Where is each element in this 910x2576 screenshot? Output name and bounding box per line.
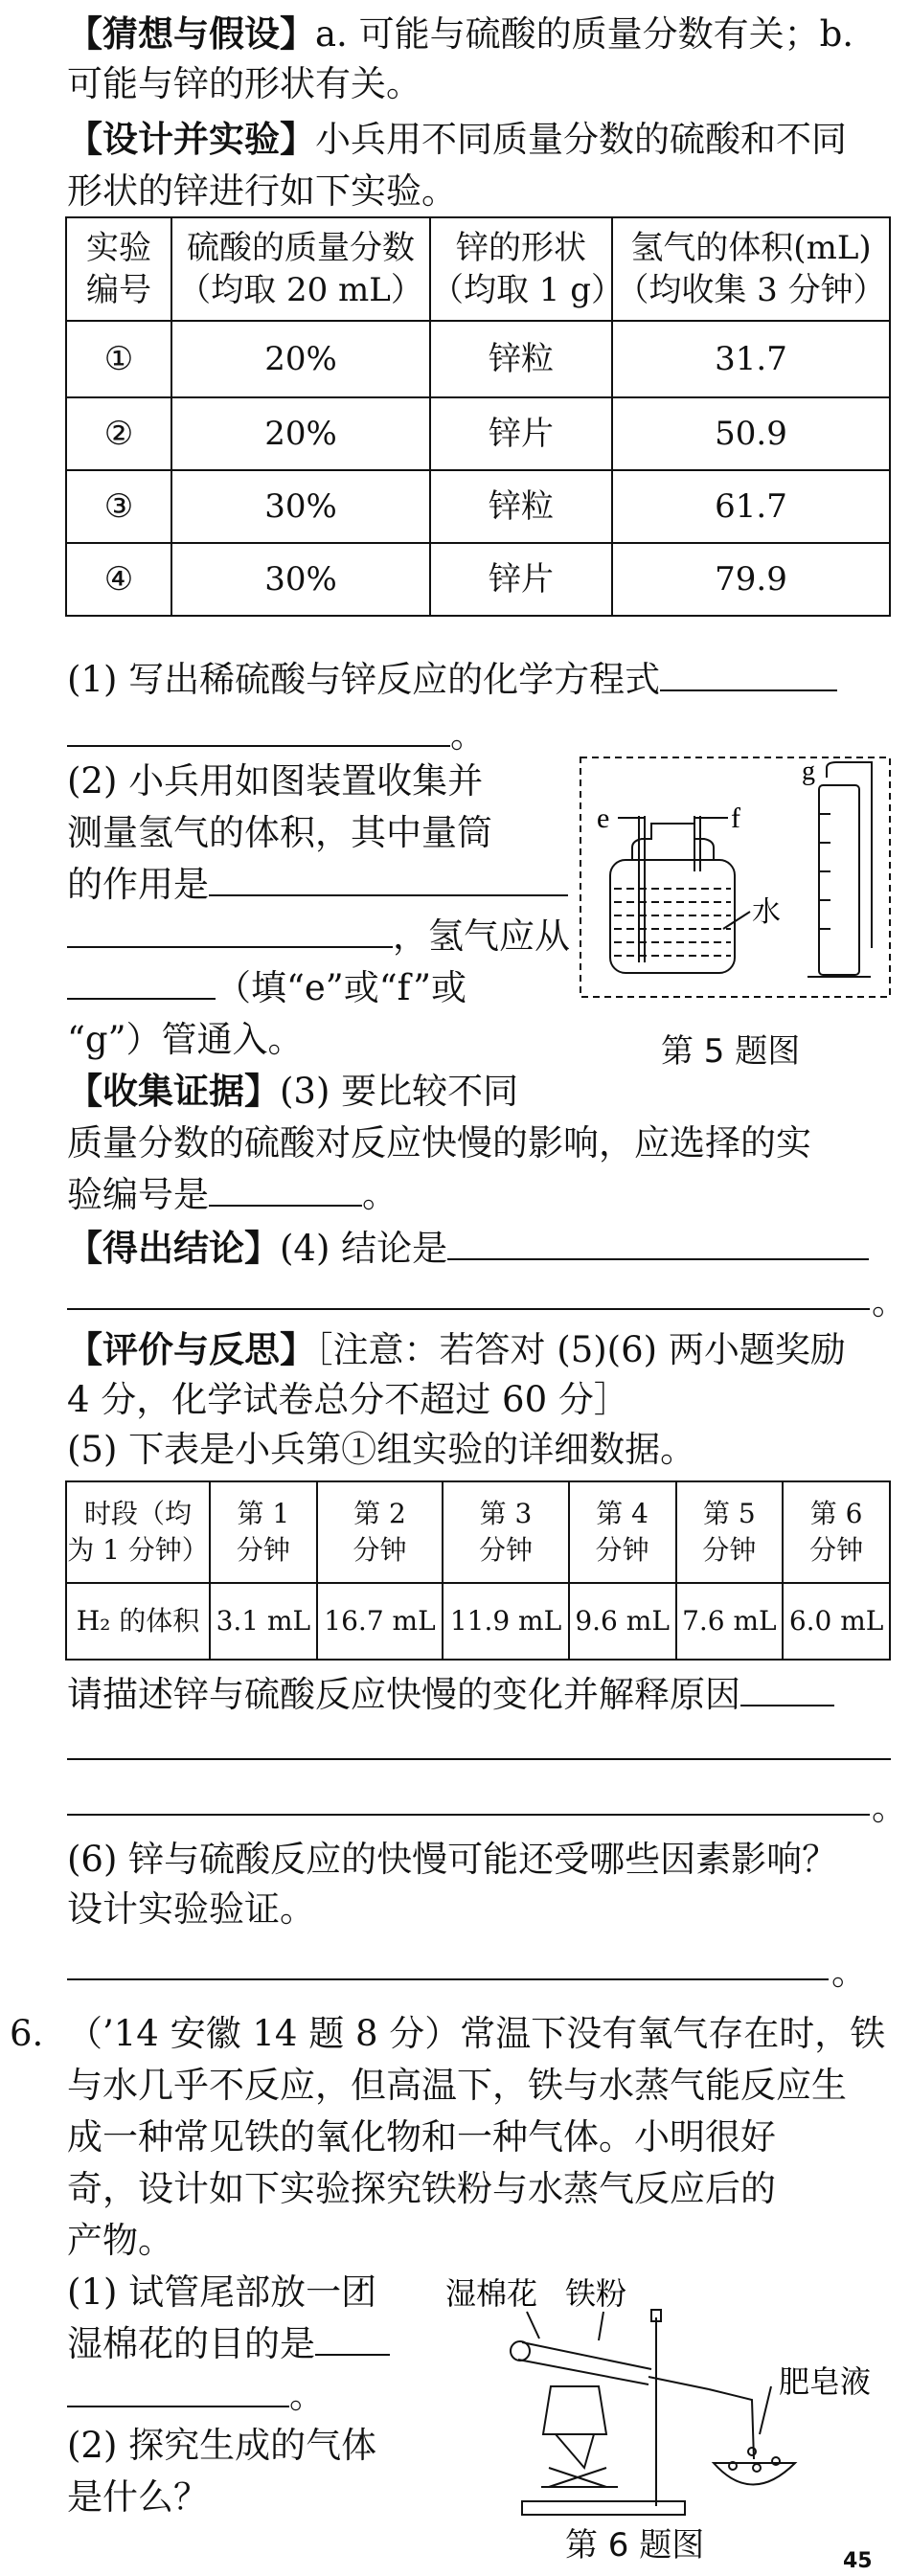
q6-line-2: 设计实验验证。 — [67, 1888, 315, 1930]
measuring-cylinder — [808, 762, 872, 977]
table-cell: 锌粒 — [430, 470, 612, 543]
section-head-evaluation: 【评价与反思】 — [67, 1329, 315, 1370]
section-head-conclusion: 【得出结论】 — [67, 1228, 280, 1269]
q6-end: 。 — [831, 1952, 867, 1993]
hypothesis-text-1: a. 可能与硫酸的质量分数有关；b. — [315, 13, 854, 55]
table-header-row — [66, 217, 890, 321]
q2-text-4: ，氢气应从 — [393, 915, 570, 957]
eval-line-1 — [67, 1327, 846, 1373]
section-head-design: 【设计并实验】 — [67, 119, 315, 160]
q5-describe-text: 请描述锌与硫酸反应快慢的变化并解释原因 — [67, 1674, 740, 1715]
collect-line-1 — [67, 1069, 518, 1115]
table-cell: 79.9 — [612, 543, 890, 616]
answer-blank[interactable] — [447, 1226, 869, 1260]
conclusion-end: 。 — [872, 1281, 907, 1322]
table-cell: 16.7 mL — [317, 1583, 444, 1660]
header-cell: 第 4 分钟 — [569, 1481, 676, 1583]
table-cell: 锌粒 — [430, 321, 612, 397]
q2-line-6: “g”）管通入。 — [67, 1019, 304, 1060]
answer-blank[interactable] — [209, 1172, 362, 1207]
answer-blank[interactable] — [67, 914, 393, 948]
q1-end: 。 — [450, 714, 486, 756]
hypothesis-line-1 — [67, 11, 853, 57]
table-row — [66, 397, 890, 470]
header-cell: 硫酸的质量分数 （均取 20 mL） — [171, 217, 430, 321]
problem-6-number: 6. — [10, 2013, 44, 2054]
collect-line-3 — [67, 1172, 398, 1218]
figure-5-caption: 第 5 题图 — [661, 1032, 801, 1071]
table-row — [66, 321, 890, 397]
table-cell: ④ — [66, 543, 171, 616]
table-cell: 61.7 — [612, 470, 890, 543]
p6-sub1-line-2 — [67, 2321, 390, 2367]
table-cell: 锌片 — [430, 397, 612, 470]
collect-text-1: (3) 要比较不同 — [280, 1071, 519, 1112]
p6-sub2-line-2: 是什么？ — [67, 2476, 209, 2518]
header-cell: 第 3 分钟 — [443, 1481, 569, 1583]
figure-5 — [580, 757, 891, 998]
header-cell: 时段（均 为 1 分钟） — [66, 1481, 210, 1583]
answer-blank[interactable] — [740, 1672, 834, 1706]
label-water: 水 — [752, 896, 781, 928]
header-cell: 实验 编号 — [66, 217, 171, 321]
q5-line: (5) 下表是小兵第①组实验的详细数据。 — [67, 1429, 696, 1470]
header-cell: 氢气的体积(mL) （均收集 3 分钟） — [612, 217, 890, 321]
table-cell: 20% — [171, 321, 430, 397]
header-cell: 第 1 分钟 — [210, 1481, 317, 1583]
hypothesis-line-2: 可能与锌的形状有关。 — [67, 63, 421, 104]
header-cell: 第 6 分钟 — [783, 1481, 890, 1583]
section-head-collect: 【收集证据】 — [67, 1071, 280, 1112]
table-row — [66, 1583, 890, 1660]
conclusion-text: (4) 结论是 — [280, 1228, 448, 1269]
q2-line-4 — [67, 914, 570, 960]
q2-line-5 — [67, 965, 466, 1011]
table-cell: 7.6 mL — [676, 1583, 784, 1660]
question-1-cont — [67, 712, 486, 758]
conclusion-line — [67, 1226, 869, 1272]
q2-line-1: (2) 小兵用如图装置收集并 — [67, 760, 484, 802]
answer-blank[interactable] — [660, 657, 837, 691]
answer-line[interactable] — [67, 1978, 829, 1980]
figure-6-caption: 第 6 题图 — [565, 2526, 705, 2565]
p6-line-3: 成一种常见铁的氧化物和一种气体。小明很好 — [67, 2116, 776, 2158]
design-line-2: 形状的锌进行如下实验。 — [67, 170, 457, 212]
p6-line-2: 与水几乎不反应，但高温下，铁与水蒸气能反应生 — [67, 2065, 847, 2106]
eval-line-2: 4 分，化学试卷总分不超过 60 分］ — [67, 1379, 629, 1420]
table-cell: 20% — [171, 397, 430, 470]
q1-text: (1) 写出稀硫酸与锌反应的化学方程式 — [67, 659, 661, 700]
label-iron: 铁粉 — [565, 2276, 627, 2311]
timeline-table — [65, 1480, 891, 1661]
header-cell: 锌的形状 （均取 1 g） — [430, 217, 612, 321]
p6-sub1-line-3 — [67, 2373, 325, 2419]
design-text-1: 小兵用不同质量分数的硫酸和不同 — [315, 119, 847, 160]
table-cell: 50.9 — [612, 397, 890, 470]
p6-line-4: 奇，设计如下实验探究铁粉与水蒸气反应后的 — [67, 2168, 776, 2209]
label-cotton: 湿棉花 — [445, 2276, 538, 2311]
gas-bottle — [610, 816, 750, 973]
experiment-table — [65, 216, 891, 617]
answer-blank[interactable] — [67, 712, 450, 747]
label-g: g — [802, 757, 815, 786]
table-cell: 30% — [171, 543, 430, 616]
collect-end: 。 — [362, 1174, 398, 1215]
p6-sub1-text: 湿棉花的目的是 — [67, 2323, 315, 2364]
answer-line[interactable] — [67, 1308, 870, 1310]
collect-text-3: 验编号是 — [67, 1174, 209, 1215]
answer-blank[interactable] — [209, 862, 568, 896]
table-row — [66, 543, 890, 616]
collect-line-2: 质量分数的硫酸对反应快慢的影响，应选择的实 — [67, 1122, 811, 1164]
table-header-row — [66, 1481, 890, 1583]
answer-blank[interactable] — [67, 2373, 289, 2407]
table-cell: H₂ 的体积 — [66, 1583, 210, 1660]
q2-line-3 — [67, 862, 568, 908]
table-cell: 3.1 mL — [210, 1583, 317, 1660]
q2-text-5: （填“e”或“f”或 — [216, 967, 466, 1008]
table-cell: ② — [66, 397, 171, 470]
header-cell: 第 2 分钟 — [317, 1481, 444, 1583]
header-cell: 第 5 分钟 — [676, 1481, 784, 1583]
label-soap: 肥皂液 — [779, 2364, 872, 2399]
table-cell: 锌片 — [430, 543, 612, 616]
question-1 — [67, 657, 837, 703]
q5-describe-line — [67, 1672, 834, 1718]
p6-sub2-line-1: (2) 探究生成的气体 — [67, 2425, 377, 2466]
section-head-hypothesis: 【猜想与假设】 — [67, 13, 315, 55]
page-number: 45 — [843, 2549, 873, 2573]
table-cell: 11.9 mL — [443, 1583, 569, 1660]
p6-line-5: 产物。 — [67, 2220, 173, 2261]
table-cell: ③ — [66, 470, 171, 543]
p6-sub1-end: 。 — [289, 2375, 325, 2416]
eval-text-1: ［注意：若答对 (5)(6) 两小题奖励 — [315, 1329, 846, 1370]
q2-line-2: 测量氢气的体积，其中量筒 — [67, 812, 492, 853]
design-line-1 — [67, 117, 847, 163]
q2-text-3: 的作用是 — [67, 864, 209, 905]
figure-6 — [436, 2271, 900, 2528]
table-cell: 9.6 mL — [569, 1583, 676, 1660]
p6-sub1-line-1: (1) 试管尾部放一团 — [67, 2271, 377, 2313]
answer-blank[interactable] — [315, 2321, 390, 2356]
apparatus — [511, 2310, 795, 2515]
table-cell: 31.7 — [612, 321, 890, 397]
answer-blank[interactable] — [67, 965, 216, 1000]
table-cell: 30% — [171, 470, 430, 543]
answer-line[interactable] — [67, 1758, 891, 1760]
answer-line[interactable] — [67, 1814, 870, 1816]
label-e: e — [597, 802, 610, 834]
p6-line-1: （’14 安徽 14 题 8 分）常温下没有氧气存在时，铁 — [67, 2013, 886, 2054]
q5-end: 。 — [872, 1787, 907, 1828]
table-row — [66, 470, 890, 543]
label-f: f — [731, 802, 740, 834]
table-cell: 6.0 mL — [783, 1583, 890, 1660]
q6-line-1: (6) 锌与硫酸反应的快慢可能还受哪些因素影响？ — [67, 1839, 838, 1880]
table-cell: ① — [66, 321, 171, 397]
